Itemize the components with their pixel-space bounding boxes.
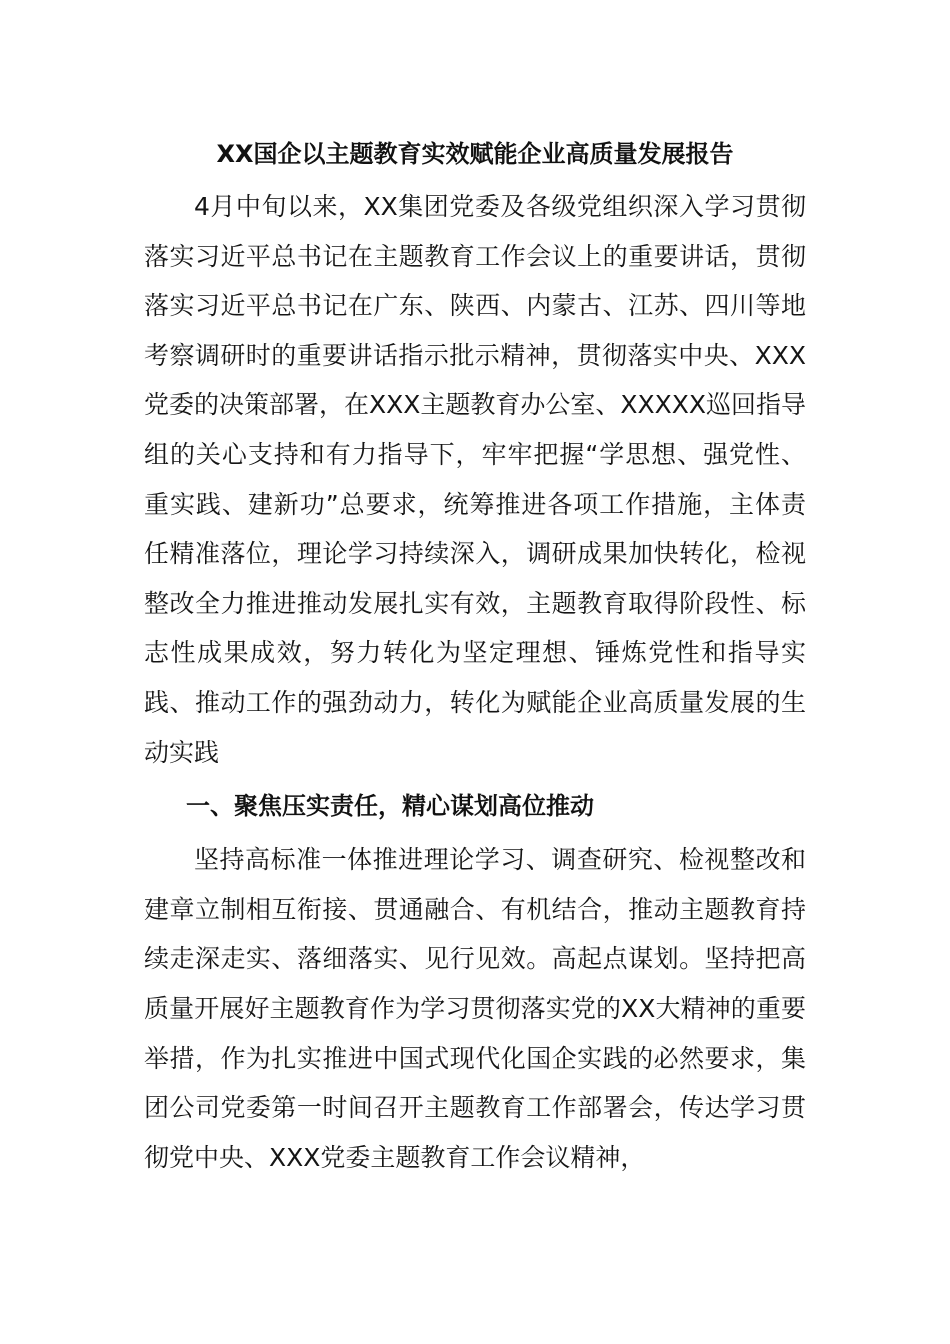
document-body xyxy=(144,132,806,1182)
section-paragraph: 坚持高标准一体推进理论学习、调查研究、检视整改和建章立制相互衔接、贯通融合、有机结合，推动主题教育持续走深走实、落细落实、见行见效。高起点谋划。坚持把高质量开展好主题教育作为学习贯彻落实党的XX大精神的重要举措，作为扎实推进中国式现代化国企实践的必然要求，集团公司党委第一时间召开主题教育工作部署会，传达学习贯彻党中央、XXX党委主题教育工作会议精神， xyxy=(144,845,806,1172)
section-heading: 一、聚焦压实责任，精心谋划高位推动 xyxy=(186,792,594,821)
document-title: XX国企以主题教育实效赋能企业高质量发展报告 xyxy=(216,140,734,168)
intro-paragraph: 4月中旬以来，XX集团党委及各级党组织深入学习贯彻落实习近平总书记在主题教育工作会议上的重要讲话，贯彻落实习近平总书记在广东、陕西、内蒙古、江苏、四川等地考察调研时的重要讲话指示批示精神，贯彻落实中央、XXX党委的决策部署，在XXX主题教育办公室、XXXXX巡回指导组的关心支持和有力指导下，牢牢把握“学思想、强党性、重实践、建新功”总要求，统筹推进各项工作措施，主体责任精准落位，理论学习持续深入，调研成果加快转化，检视整改全力推进推动发展扎实有效，主题教育取得阶段性、标志性成果成效，努力转化为坚定理想、锤炼党性和指导实践、推动工作的强劲动力，转化为赋能企业高质量发展的生动实践 xyxy=(144,192,807,767)
